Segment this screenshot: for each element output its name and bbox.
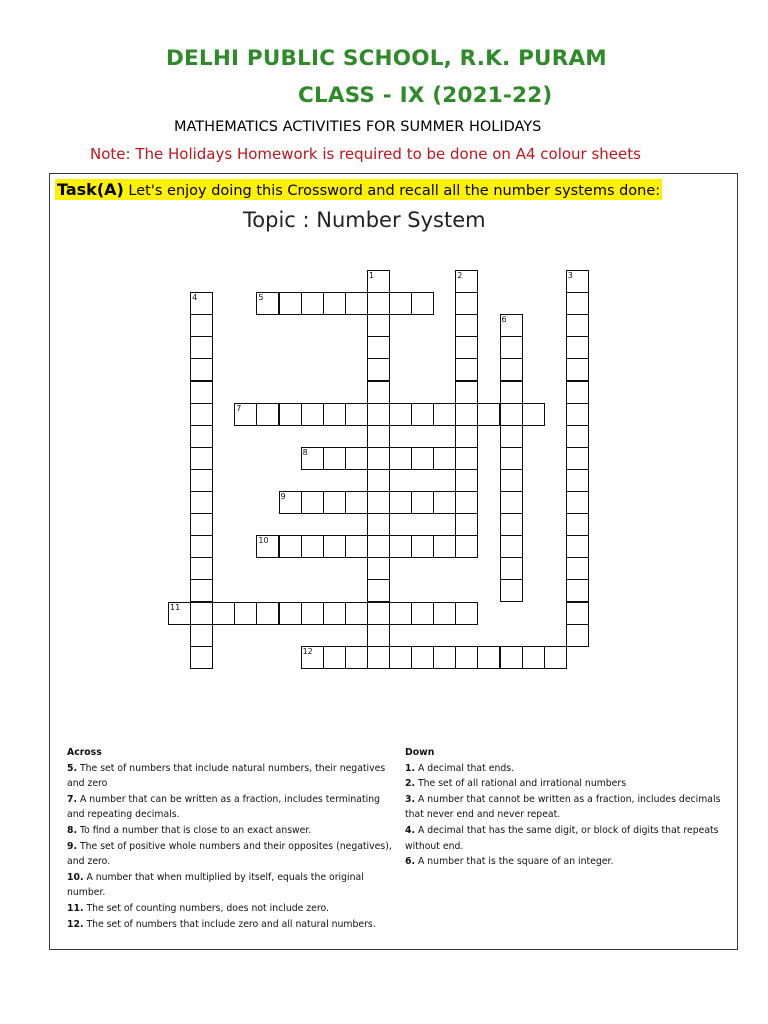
crossword-cell[interactable] [522,646,545,669]
crossword-cell[interactable] [500,425,523,448]
crossword-cell[interactable] [455,336,478,359]
clue-down-3: 3. A number that cannot be written as a fraction, includes decimals that never end and never repeat. [405,793,721,821]
clue-across-7: 7. A number that can be written as a fraction, includes terminating and repeating decimals. [67,793,380,821]
crossword-cell[interactable] [367,469,390,492]
class-heading: CLASS - IX (2021-22) [298,83,553,108]
clue-number-4: 4 [192,293,198,303]
crossword-cell[interactable] [279,535,302,558]
crossword-cell[interactable] [367,292,390,315]
crossword-cell[interactable] [301,491,324,514]
crossword-cell[interactable] [367,535,390,558]
crossword-cell[interactable] [345,447,368,470]
crossword-cell[interactable] [389,447,412,470]
crossword-cell[interactable] [389,292,412,315]
task-text: Let's enjoy doing this Crossword and recall all the number systems done: [123,183,661,199]
crossword-cell[interactable] [301,535,324,558]
crossword-cell[interactable] [190,381,213,404]
crossword-cell[interactable] [323,292,346,315]
crossword-cell[interactable] [433,447,456,470]
crossword-cell[interactable] [301,602,324,625]
clue-number-1: 1 [368,271,374,280]
crossword-cell[interactable] [323,447,346,470]
clue-down-2: 2. The set of all rational and irrational numbers [405,778,627,790]
crossword-cell[interactable] [566,358,589,381]
crossword-cell[interactable] [279,602,302,625]
crossword-cell[interactable] [544,646,567,669]
crossword-cell[interactable] [500,557,523,580]
crossword-cell[interactable] [455,358,478,381]
crossword-cell[interactable] [500,403,523,426]
crossword-cell[interactable] [455,469,478,492]
activity-subtitle: MATHEMATICS ACTIVITIES FOR SUMMER HOLIDAYS [174,119,542,135]
clue-number-7: 7 [236,403,242,413]
crossword-cell[interactable] [566,579,589,602]
crossword-cell[interactable] [190,602,213,625]
crossword-cell[interactable] [345,403,368,426]
crossword-cell[interactable] [433,602,456,625]
crossword-cell[interactable] [566,557,589,580]
crossword-cell[interactable] [477,646,500,669]
crossword-cell[interactable] [190,403,213,426]
crossword-cell[interactable] [301,403,324,426]
crossword-cell[interactable] [500,513,523,536]
crossword-cell[interactable] [455,535,478,558]
crossword-cell[interactable] [411,447,434,470]
crossword-cell[interactable] [455,292,478,315]
crossword-cell[interactable] [455,646,478,669]
crossword-cell[interactable] [190,469,213,492]
crossword-cell[interactable] [323,646,346,669]
clue-down-6: 6. A number that is the square of an integer. [405,856,614,868]
crossword-cell[interactable] [411,491,434,514]
crossword-cell[interactable] [500,646,523,669]
crossword-cell[interactable] [389,646,412,669]
down-clues [405,745,735,870]
crossword-cell[interactable] [566,403,589,426]
crossword-cell[interactable] [455,425,478,448]
crossword-cell[interactable] [455,447,478,470]
crossword-cell[interactable] [500,447,523,470]
crossword-cell[interactable] [411,292,434,315]
crossword-cell[interactable] [566,602,589,625]
crossword-cell[interactable] [234,602,257,625]
crossword-cell[interactable] [190,624,213,647]
crossword-cell[interactable] [367,602,390,625]
crossword-cell[interactable] [190,447,213,470]
clue-across-9: 9. The set of positive whole numbers and their opposites (negatives), and zero. [67,840,392,868]
crossword-cell[interactable] [455,602,478,625]
crossword-cell[interactable] [367,314,390,337]
crossword-cell[interactable] [190,358,213,381]
crossword-cell[interactable] [190,513,213,536]
crossword-cell[interactable] [367,447,390,470]
crossword-cell[interactable] [190,491,213,514]
crossword-cell[interactable] [433,403,456,426]
crossword-cell[interactable] [433,535,456,558]
crossword-cell[interactable] [433,646,456,669]
crossword-cell[interactable] [345,646,368,669]
crossword-cell[interactable] [367,646,390,669]
crossword-cell[interactable] [566,425,589,448]
clue-across-12: 12. The set of numbers that include zero and all natural numbers. [67,918,376,930]
crossword-cell[interactable] [190,425,213,448]
crossword-cell[interactable] [500,491,523,514]
crossword-cell[interactable] [566,491,589,514]
crossword-cell[interactable] [190,535,213,558]
crossword-cell[interactable] [566,535,589,558]
crossword-cell[interactable] [190,579,213,602]
clue-down-4: 4. A decimal that has the same digit, or block of digits that repeats without end. [405,824,719,852]
crossword-cell[interactable] [411,403,434,426]
crossword-cell[interactable] [367,579,390,602]
crossword-cell[interactable] [389,491,412,514]
clue-across-5: 5. The set of numbers that include natural numbers, their negatives and zero [67,762,386,790]
across-clues [67,745,397,932]
clue-number-5: 5 [258,293,264,303]
crossword-cell[interactable] [367,336,390,359]
crossword-cell[interactable] [411,535,434,558]
clue-number-11: 11 [170,602,181,612]
crossword-cell[interactable] [455,381,478,404]
crossword-cell[interactable] [190,557,213,580]
clue-number-12: 12 [302,646,313,656]
crossword-cell[interactable] [279,292,302,315]
crossword-cell[interactable] [566,292,589,315]
crossword-cell[interactable] [500,469,523,492]
across-heading: Across [67,747,102,758]
clue-number-2: 2 [457,271,463,280]
crossword-cell[interactable] [212,602,235,625]
crossword-cell[interactable] [323,602,346,625]
crossword-cell[interactable] [411,602,434,625]
crossword-cell[interactable] [345,602,368,625]
crossword-cell[interactable] [367,624,390,647]
crossword-cell[interactable] [323,491,346,514]
crossword-cell[interactable] [367,381,390,404]
crossword-cell[interactable] [500,381,523,404]
crossword-cell[interactable] [256,403,279,426]
crossword-cell[interactable] [500,336,523,359]
clue-number-6: 6 [501,315,507,325]
crossword-cell[interactable] [389,535,412,558]
crossword-cell[interactable] [500,358,523,381]
crossword-cell[interactable] [389,602,412,625]
crossword-cell[interactable] [455,314,478,337]
crossword-cell[interactable] [500,579,523,602]
crossword-cell[interactable] [566,447,589,470]
crossword-cell[interactable] [477,403,500,426]
clue-number-9: 9 [280,492,286,501]
clue-number-3: 3 [567,271,573,280]
crossword-cell[interactable] [566,469,589,492]
crossword-cell[interactable] [345,491,368,514]
crossword-cell[interactable] [345,535,368,558]
crossword-cell[interactable] [455,513,478,536]
clue-across-11: 11. The set of counting numbers, does not include zero. [67,902,329,914]
crossword-cell[interactable] [367,513,390,536]
crossword-cell[interactable] [367,491,390,514]
crossword-cell[interactable] [256,602,279,625]
clue-down-1: 1. A decimal that ends. [405,762,515,774]
down-heading: Down [405,747,435,758]
crossword-cell[interactable] [345,292,368,315]
crossword-cell[interactable] [190,314,213,337]
crossword-cell[interactable] [566,513,589,536]
crossword-cell[interactable] [566,381,589,404]
clue-number-8: 8 [302,447,308,457]
crossword-cell[interactable] [190,646,213,669]
crossword-cell[interactable] [367,557,390,580]
crossword-cell[interactable] [190,336,213,359]
task-label: Task(A) [57,180,124,199]
crossword-cell[interactable] [367,358,390,381]
homework-note: Note: The Holidays Homework is required to be done on A4 colour sheets [90,145,641,163]
crossword-cell[interactable] [566,314,589,337]
crossword-cell[interactable] [323,535,346,558]
crossword-cell[interactable] [301,292,324,315]
crossword-cell[interactable] [323,403,346,426]
crossword-cell[interactable] [389,403,412,426]
crossword-cell[interactable] [455,491,478,514]
clue-across-8: 8. To find a number that is close to an exact answer. [67,824,312,836]
crossword-cell[interactable] [566,624,589,647]
clue-across-10: 10. A number that when multiplied by itself, equals the original number. [67,871,364,899]
crossword-cell[interactable] [566,336,589,359]
crossword-cell[interactable] [500,535,523,558]
crossword-cell[interactable] [433,491,456,514]
crossword-cell[interactable] [411,646,434,669]
crossword-cell[interactable] [455,403,478,426]
crossword-cell[interactable] [522,403,545,426]
school-name: DELHI PUBLIC SCHOOL, R.K. PURAM [166,46,607,71]
crossword-cell[interactable] [367,403,390,426]
topic-title: Topic : Number System [243,208,486,232]
clue-number-10: 10 [258,536,269,546]
crossword-cell[interactable] [279,403,302,426]
crossword-cell[interactable] [367,425,390,448]
